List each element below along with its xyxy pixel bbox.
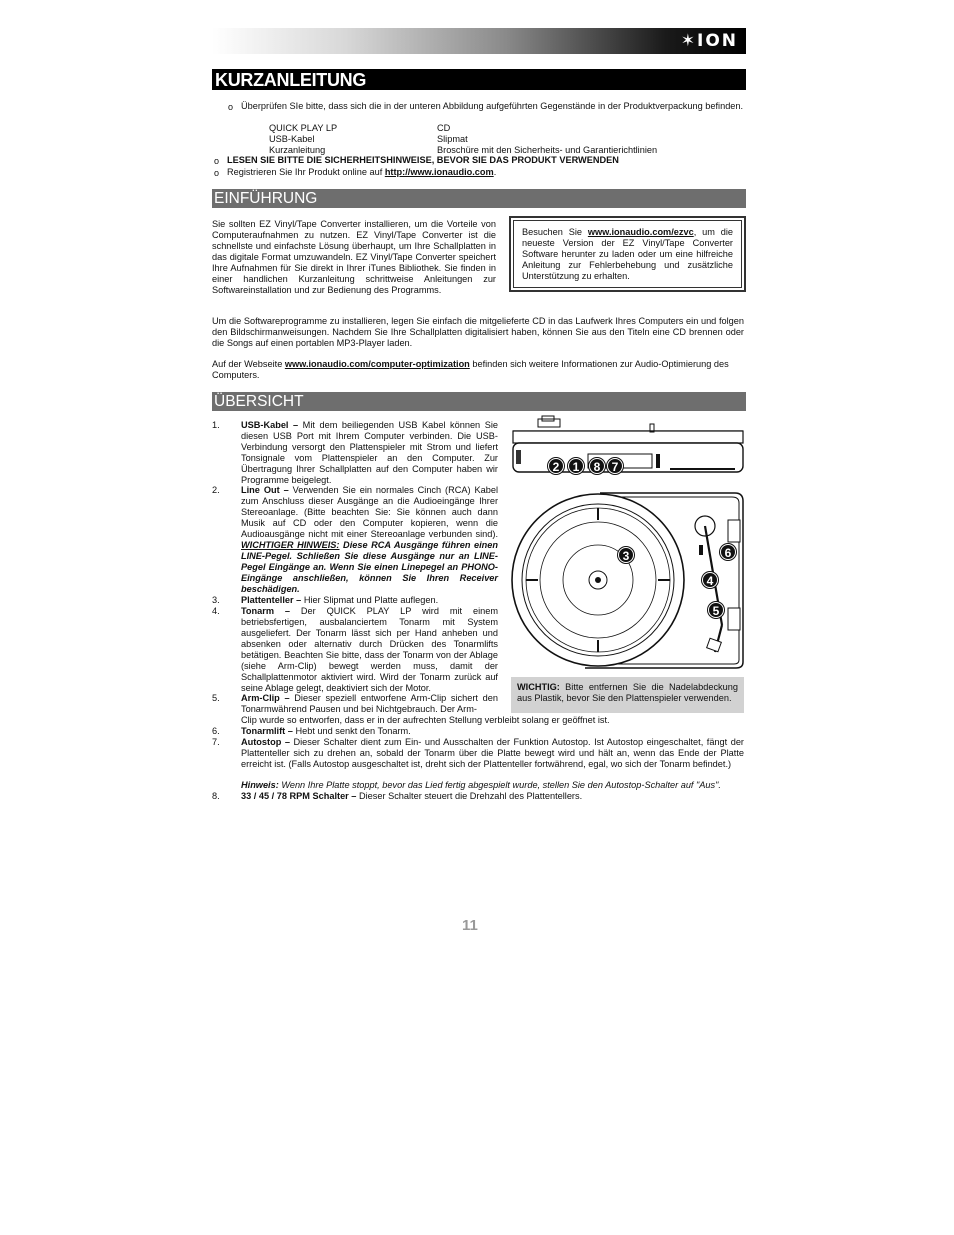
list-item bbox=[241, 693, 498, 715]
page-number: 11 bbox=[462, 917, 478, 934]
autostop-hint bbox=[241, 780, 746, 791]
opt-text: Auf der Webseite bbox=[212, 359, 285, 369]
register-link[interactable]: http://www.ionaudio.com bbox=[384, 167, 494, 177]
download-info-text bbox=[513, 220, 742, 288]
item-text: Der QUICK PLAY LP wird mit einem betriebsfertigen, ausbalanciertem Tonarm mit System ausgeliefert. Der Tonarm lässt sich per Hand anheben und absenken oder alternativ durch Drücken des Tonarmlifts betätigen. Beachten Sie bitte, dass der Tonarm von der Ablage (siehe Arm-Clip) bewegt werden muss, damit der Schallplattenmotor aktiviert wird. Wird der Tonarm zurück auf seine Ablage gelegt, deaktiviert sich der Motor. bbox=[241, 606, 498, 693]
callout-badge: 6 bbox=[720, 544, 736, 560]
item-label: USB-Kabel – bbox=[241, 420, 299, 430]
section-heading-kurzanleitung bbox=[212, 69, 746, 90]
turntable-side-view-diagram bbox=[510, 414, 746, 478]
list-number: 4. bbox=[212, 606, 220, 616]
list-item bbox=[241, 791, 746, 802]
item-label: 33 / 45 / 78 RPM Schalter – bbox=[241, 791, 357, 801]
bullet-icon: o bbox=[214, 168, 220, 178]
package-item: QUICK PLAY LP bbox=[269, 123, 338, 133]
callout-badge: 1 bbox=[568, 458, 584, 474]
item-warning-label: WICHTIGER HINWEIS: bbox=[241, 540, 340, 550]
package-item: CD bbox=[437, 123, 451, 133]
hint-label: Hinweis: bbox=[241, 780, 279, 790]
download-info-box bbox=[509, 216, 746, 292]
list-item bbox=[241, 485, 498, 595]
register-line bbox=[227, 167, 747, 178]
warning-text: Bitte entfernen Sie die Nadelabdeckung aus Plastik, bevor Sie den Plattenspieler verwenden. bbox=[517, 682, 738, 703]
warning-label: WICHTIG: bbox=[517, 682, 560, 692]
safety-notice: LESEN SIE BITTE DIE SICHERHEITSHINWEISE, BEVOR SIE DAS PRODUKT VERWENDEN bbox=[227, 155, 619, 165]
item-warning-text: Diese RCA Ausgänge führen einen LINE-Pegel. Schließen Sie diese Ausgänge nur an LINE-Pegel Eingänge an. Wenn Sie einen Linepegel an PHONO-Eingänge anschließen, können Sie Ihren Receiver beschädigen. bbox=[241, 540, 499, 594]
item-label: Tonarm – bbox=[241, 606, 291, 616]
list-item bbox=[241, 595, 498, 606]
callout-badge: 5 bbox=[708, 602, 724, 618]
section-title: KURZANLEITUNG bbox=[215, 70, 367, 90]
optimization-paragraph bbox=[212, 359, 744, 381]
list-item bbox=[241, 420, 498, 486]
opt-text-cont: befinden sich weitere Informationen zur Audio-Optimierung des Computers. bbox=[212, 359, 729, 380]
callout-badge: 2 bbox=[548, 458, 564, 474]
list-number: 3. bbox=[212, 595, 220, 605]
list-number: 5. bbox=[212, 693, 220, 703]
section-heading-einfuehrung bbox=[212, 189, 746, 208]
callout-badge: 8 bbox=[589, 458, 605, 474]
item-label: Arm-Clip – bbox=[241, 693, 290, 703]
list-item-continuation: Clip wurde so entworfen, dass er in der aufrechten Stellung verbleibt solang er geöffnet ist. bbox=[241, 715, 610, 725]
install-paragraph: Um die Softwareprogramme zu installieren, legen Sie einfach die mitgelieferte CD in das Laufwerk Ihres Computers ein und folgen den Bildschirmanweisungen. Nachdem Sie Ihre Schallplatten digitalisiert haben, können Sie aus den Titeln eine CD brennen oder die Songs auf einen portablen MP3-Player laden. bbox=[212, 316, 744, 348]
callout-badge: 3 bbox=[618, 547, 634, 563]
item-label: Line Out – bbox=[241, 485, 289, 495]
item-text: Hier Slipmat und Platte auflegen. bbox=[301, 595, 439, 605]
bullet-icon: o bbox=[214, 156, 220, 166]
item-text: Hebt und senkt den Tonarm. bbox=[292, 726, 411, 736]
ezvc-link[interactable]: www.ionaudio.com/ezvc bbox=[587, 227, 694, 237]
package-item: USB-Kabel bbox=[269, 134, 315, 144]
item-text: Dieser speziell entworfene Arm-Clip sichert den Tonarmwährend Pausen und bei Nichtgebrauch. Der Arm- bbox=[241, 693, 498, 714]
list-number: 1. bbox=[212, 420, 220, 430]
list-item bbox=[241, 737, 744, 770]
list-number: 8. bbox=[212, 791, 220, 801]
checklist-intro: Überprüfen SIe bitte, dass sich die in der unteren Abbildung aufgeführten Gegenstände in der Produktverpackung befinden. bbox=[241, 101, 744, 111]
intro-paragraph: Sie sollten EZ Vinyl/Tape Converter installieren, um die Vorteile von Computeraufnahmen zu nutzen. EZ Vinyl/Tape Converter ist die schnellste und einfachste Lösung überhaupt, um Ihre Schallplatten in das digitale Format umzuwandeln. EZ Vinyl/Tape Converter speichert Ihre Aufnahmen für Sie direkt in Ihrer iTunes Bibliothek. Sie finden in einer handlichen Kurzanleitung schrittweise Anleitungen zur Softwareinstallation und zur Bedienung des Programms. bbox=[212, 219, 496, 295]
list-item bbox=[241, 726, 746, 737]
item-label: Tonarmlift – bbox=[241, 726, 293, 736]
hint-text: Wenn Ihre Platte stoppt, bevor das Lied fertig abgespielt wurde, stellen Sie den Autostop-Schalter auf "Aus". bbox=[278, 780, 721, 790]
list-item bbox=[241, 606, 498, 694]
box-text: Besuchen Sie bbox=[522, 227, 588, 237]
list-number: 7. bbox=[212, 737, 220, 747]
item-label: Autostop – bbox=[241, 737, 290, 747]
register-text: Registrieren Sie Ihr Produkt online auf bbox=[227, 167, 385, 177]
box-text-cont: , um die neueste Version der EZ Vinyl/Tape Converter Software herunter zu laden oder um eine hilfreiche Anleitung zur Fehlerbehebung und zusätzliche Unterstützung zu erhalten. bbox=[522, 227, 734, 281]
bullet-icon: o bbox=[228, 102, 234, 112]
callout-badge: 4 bbox=[702, 572, 718, 588]
list-number: 2. bbox=[212, 485, 220, 495]
optimization-link[interactable]: www.ionaudio.com/computer-optimization bbox=[284, 359, 470, 369]
item-text: Dieser Schalter steuert die Drehzahl des Plattentellers. bbox=[356, 791, 583, 801]
package-item: Kurzanleitung bbox=[269, 145, 326, 155]
item-text: Mit dem beiliegenden USB Kabel können Sie diesen USB Port mit Ihrem Computer verbinden. Die USB-Verbindung versorgt den Plattenspieler mit Strom und liefert Tonsignale vom Plattenspieler an den Computer. Zur Übertragung Ihrer Schallplatten auf den Computer haben wir Programme beigelegt. bbox=[241, 420, 498, 485]
register-suffix: . bbox=[493, 167, 497, 177]
list-number: 6. bbox=[212, 726, 220, 736]
package-item: Broschüre mit den Sicherheits- und Garantierichtlinien bbox=[437, 145, 658, 155]
item-label: Plattenteller – bbox=[241, 595, 302, 605]
item-text: Dieser Schalter dient zum Ein- und Ausschalten der Funktion Autostop. Ist Autostop eingeschaltet, fängt der Plattenteller sich zu drehen an, sobald der Tonarm über die Platte bewegt wird und hält an, wenn das Ende der Platte erreicht ist. (Falls Autostop ausgeschaltet ist, dreht sich der Plattenteller fortwährend, egal, wo sich der Tonarm befindet.) bbox=[241, 737, 744, 769]
item-text: Verwenden Sie ein normales Cinch (RCA) Kabel zum Anschluss dieser Ausgänge an die Audioeingänge Ihrer Stereoanlage. (Bitte beachten Sie: Sie können auch dann Musik auf CD oder den Computer kopieren, wenn die Audioausgänge nicht mit einer Stereoanlage verbunden sind). bbox=[241, 485, 499, 539]
section-title: EINFÜHRUNG bbox=[214, 190, 318, 207]
needle-cover-warning bbox=[511, 677, 744, 713]
package-item: Slipmat bbox=[437, 134, 468, 144]
section-title: ÜBERSICHT bbox=[214, 393, 304, 410]
package-items-right bbox=[437, 123, 737, 156]
ion-logo: ✶ION bbox=[680, 31, 738, 51]
callout-badge: 7 bbox=[607, 458, 623, 474]
package-items-left bbox=[269, 123, 429, 156]
section-heading-uebersicht bbox=[212, 392, 746, 411]
header-gradient-bar bbox=[212, 28, 746, 54]
